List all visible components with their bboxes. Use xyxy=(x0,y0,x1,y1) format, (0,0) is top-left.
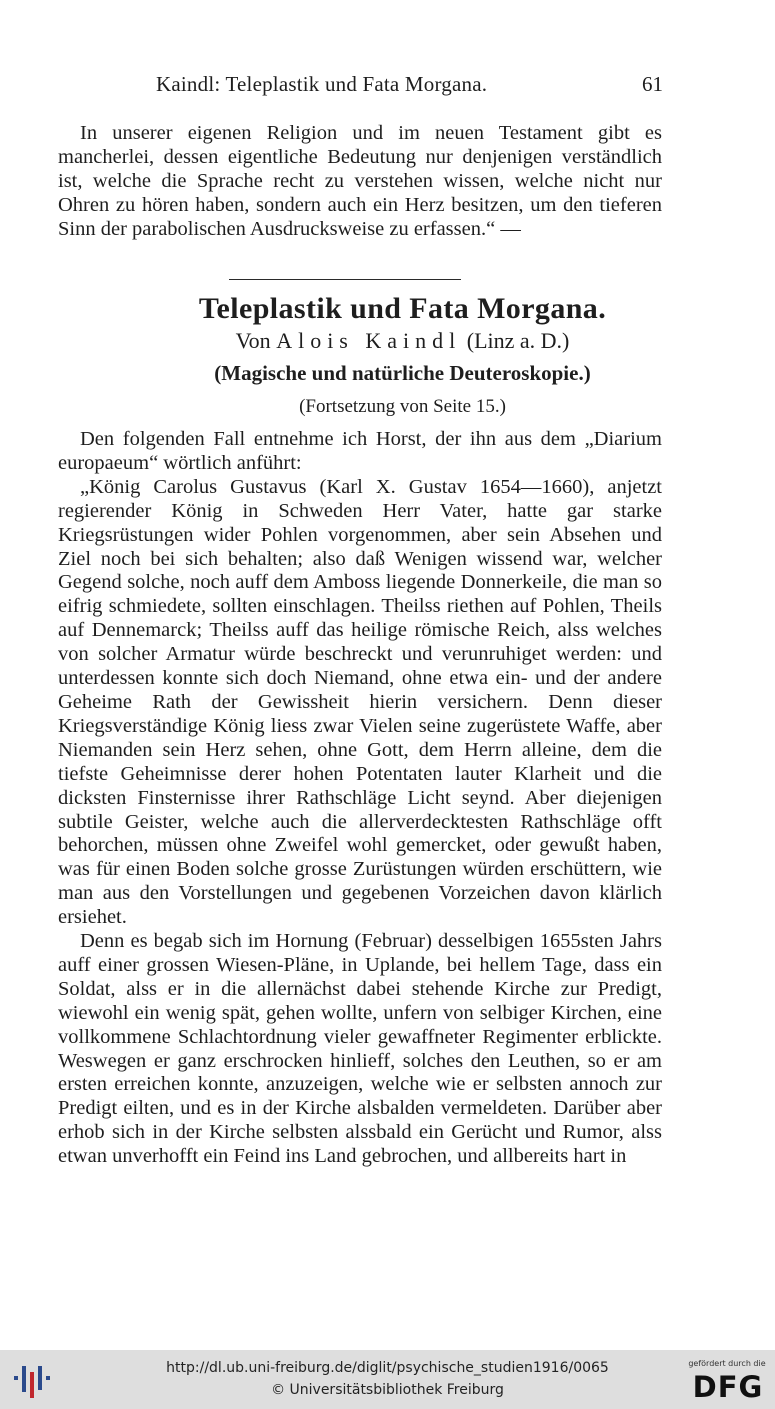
body-paragraph-3: Denn es begab sich im Hornung (Februar) desselbigen 1655sten Jahrs auff einer grossen Wiesen-Pläne, in Uplande, bei hellem Tage, dass ein Soldat, alss er in die allernächst dabei stehende Kirche zur Predigt, wiewohl ein wenig spät, gehen wollte, unfern von selbiger Kirchen, eine vollkommene Schlachtordnung vieler gewaffneter Regimenter erblickte. Weswegen er ganz erschrocken hinlieff, solches den Leuthen, so er am ersten erreichen konnte, anzuzeigen, welche wie er selbsten annoch zur Predigt eilten, und es in der Kirche alsbalden vermeldeten. Darüber aber erhob sich in der Kirche selbsten alssbald ein Gerücht und Rumor, alss etwan unverhofft ein Feind ins Land gebrochen, und allbereits hart in xyxy=(58,930,662,1168)
dfg-caption: gefördert durch die xyxy=(688,1359,766,1368)
continuation-note: (Fortsetzung von Seite 15.) xyxy=(299,396,506,417)
article-subtitle: (Magische und natürliche Deuteroskopie.) xyxy=(214,361,591,385)
author-location: (Linz a. D.) xyxy=(466,328,570,353)
viewer-footer xyxy=(0,1350,775,1409)
source-url-link[interactable]: http://dl.ub.uni-freiburg.de/diglit/psychische_studien1916/0065 xyxy=(166,1360,609,1376)
dfg-logo[interactable]: DFG xyxy=(692,1370,764,1404)
section-divider xyxy=(229,279,461,280)
article-title: Teleplastik und Fata Morgana. xyxy=(198,292,607,325)
body-paragraph-1: Den folgenden Fall entnehme ich Horst, der ihn aus dem „Diarium europaeum“ wörtlich anführt: xyxy=(58,428,662,474)
intro-text xyxy=(58,122,662,242)
copyright-notice: © Universitätsbibliothek Freiburg xyxy=(271,1382,504,1398)
running-header xyxy=(0,72,775,102)
intro-paragraph: In unserer eigenen Religion und im neuen Testament gibt es mancherlei, dessen eigentliche Bedeutung nur denjenigen verständlich ist, welche die Sprache recht zu verstehen wissen, welche nicht nur Ohren zu hören haben, sondern auch ein Herz besitzen, um den tieferen Sinn der parabolischen Ausdrucksweise zu erfassen.“ — xyxy=(58,122,662,240)
author-prefix: Von xyxy=(235,328,271,353)
article-author xyxy=(0,328,775,354)
page-number: 61 xyxy=(642,72,663,96)
article-body xyxy=(58,428,662,1169)
running-header-title: Kaindl: Teleplastik und Fata Morgana. xyxy=(156,72,488,96)
body-paragraph-2: „König Carolus Gustavus (Karl X. Gustav 1654—1660), anjetzt regierender König in Schweden Herr Vater, hatte gar starke Kriegsrüstungen wider Pohlen vorgenommen, aber sein Absehen und Ziel noch bei sich behalten; also daß Wenigen wissend war, welcher Gegend solche, noch auff dem Amboss liegende Donnerkeile, die man so eifrig schmiedete, sollten einschlagen. Theilss riethen auf Pohlen, Theils auf Dennemarck; Theilss auff das heilige römische Reich, alss welches von solcher Armatur würde beschreckt und verunruhiget werden: und unterdessen konnte sich doch Niemand, ohne etwa ein- und der andere Geheime Rath der Gewissheit hierin versichern. Denn dieser Kriegsverständige König liess zwar Vielen seine zugerüstete Waffe, aber Niemanden sein Herz sehen, ohne Gott, dem Herrn alleine, dem die tiefste Geheimnisse derer hohen Potentaten lauter Klarheit und die dicksten Finsternisse ihrer Rathschläge Licht seynd. Aber diejenigen subtile Geister, welche auch die allerverdecktesten Rathschläge offt behorchen, müssen ohne Zweifel wohl gemercket, oder gewußt haben, was für einen Boden solche grosse Zurüstungen würden erschüttern, wie man aus den Vorstellungen und gegebenen Vorzeichen davon klärlich ersiehet. xyxy=(58,475,662,929)
author-name: Alois Kaindl xyxy=(276,328,462,353)
